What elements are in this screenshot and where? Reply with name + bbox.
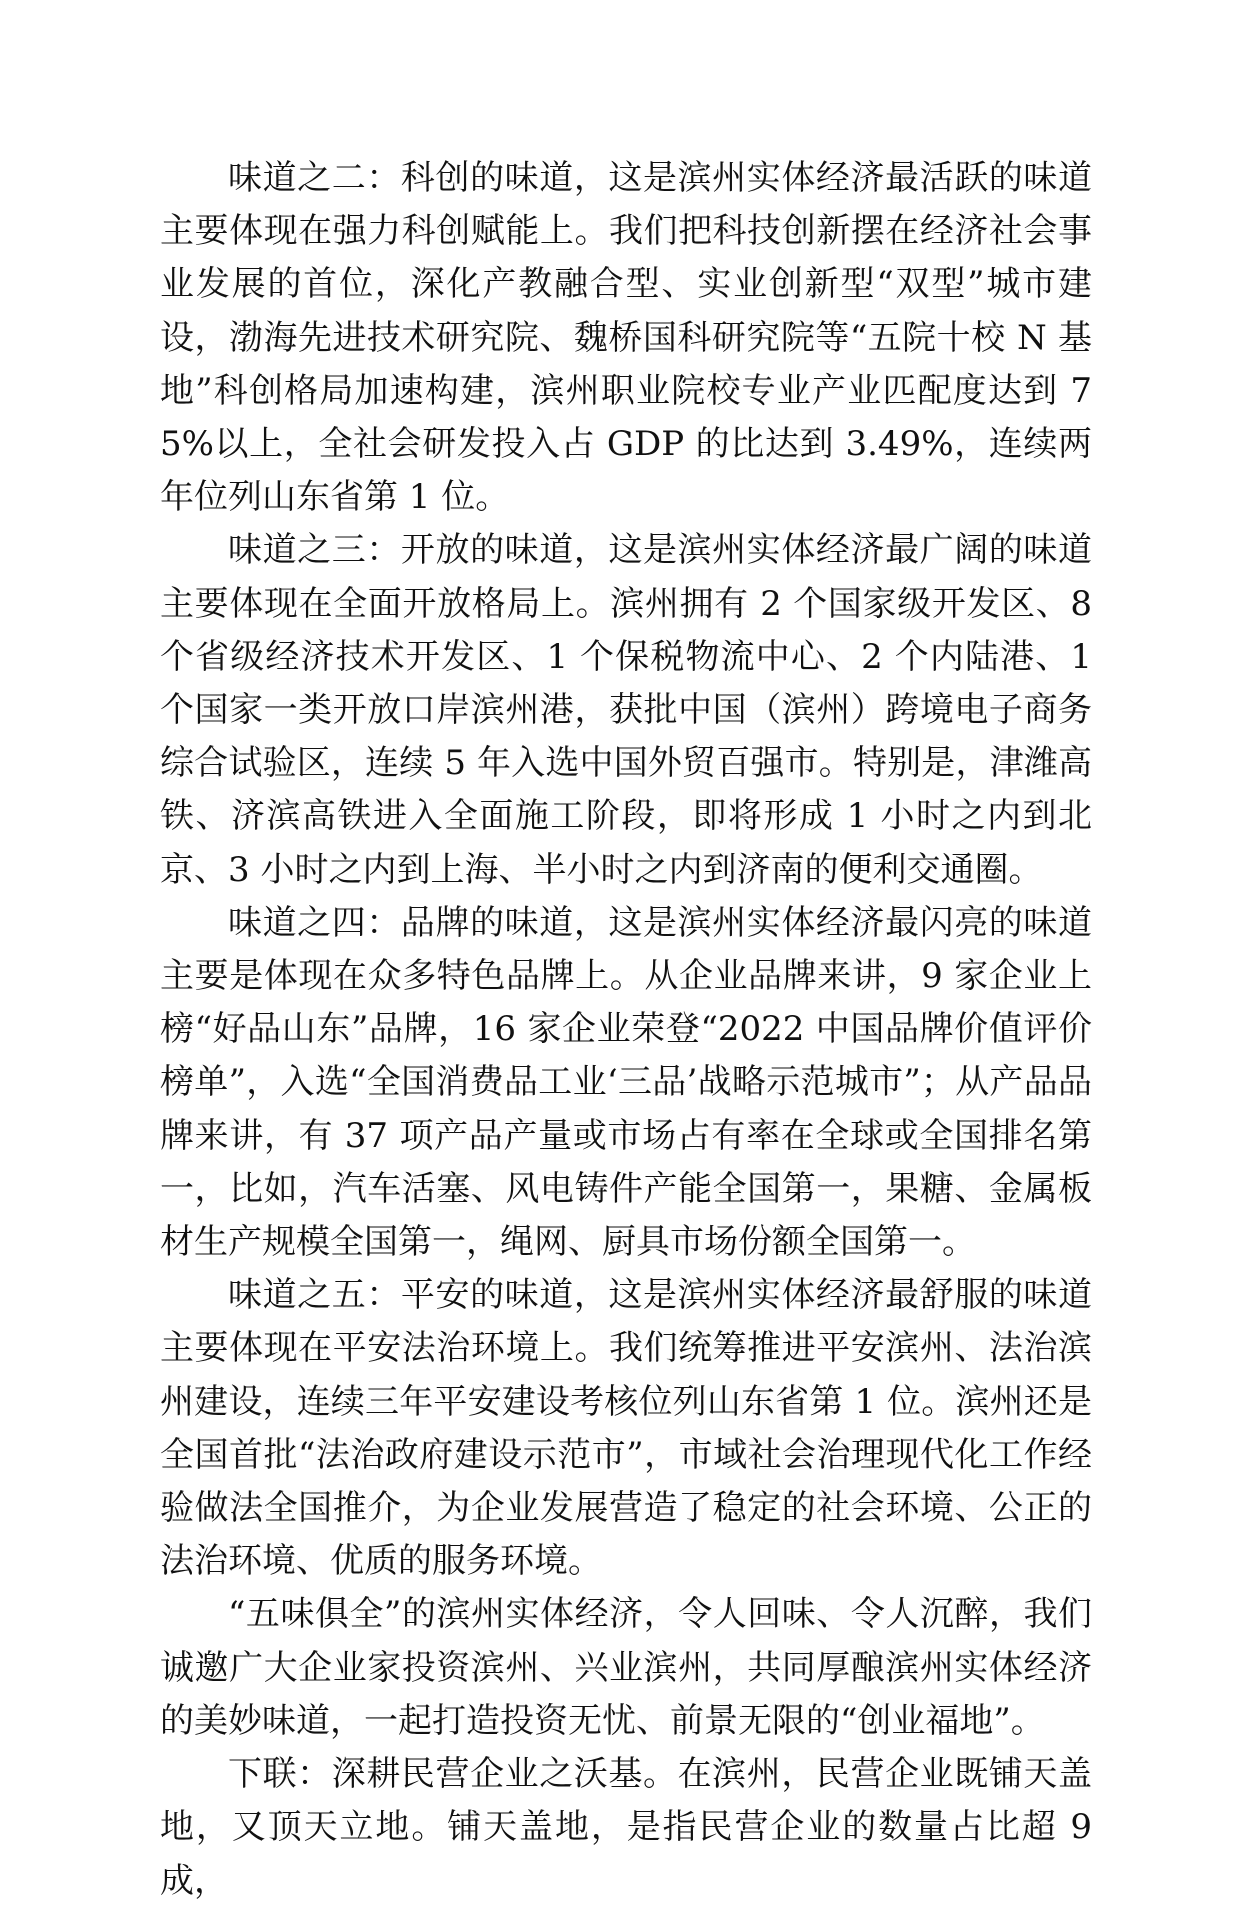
paragraph-brand: 味道之四：品牌的味道，这是滨州实体经济最闪亮的味道主要是体现在众多特色品牌上。从企业品牌来讲，9 家企业上榜“好品山东”品牌，16 家企业荣登“2022 中国品牌价值评价榜单”，入选“全国消费品工业‘三品’战略示范城市”；从产品品牌来讲，有 37 项产品产量或市场占有率在全球或全国排名第一，比如，汽车活塞、风电铸件产能全国第一，果糖、金属板材生产规模全国第一，绳网、厨具市场份额全国第一。 — [160, 902, 1092, 1263]
paragraph-private-enterprise: 下联：深耕民营企业之沃基。在滨州，民营企业既铺天盖地，又顶天立地。铺天盖地，是指民营企业的数量占比超 9 成， — [160, 1754, 1092, 1901]
paragraph-summary: “五味俱全”的滨州实体经济，令人回味、令人沉醉，我们诚邀广大企业家投资滨州、兴业滨州，共同厚酿滨州实体经济的美妙味道，一起打造投资无忧、前景无限的“创业福地”。 — [160, 1594, 1092, 1741]
document-body — [160, 152, 1092, 1908]
paragraph-innovation: 味道之二：科创的味道，这是滨州实体经济最活跃的味道主要体现在强力科创赋能上。我们把科技创新摆在经济社会事业发展的首位，深化产教融合型、实业创新型“双型”城市建设，渤海先进技术研究院、魏桥国科研究院等“五院十校 N 基地”科创格局加速构建，滨州职业院校专业产业匹配度达到 75%以上，全社会研发投入占 GDP 的比达到 3.49%，连续两年位列山东省第 1 位。 — [160, 158, 1092, 518]
paragraph-openness: 味道之三：开放的味道，这是滨州实体经济最广阔的味道主要体现在全面开放格局上。滨州拥有 2 个国家级开发区、8 个省级经济技术开发区、1 个保税物流中心、2 个内陆港、1 个国家一类开放口岸滨州港，获批中国（滨州）跨境电子商务综合试验区，连续 5 年入选中国外贸百强市。特别是，津潍高铁、济滨高铁进入全面施工阶段，即将形成 1 小时之内到北京、3 小时之内到上海、半小时之内到济南的便利交通圈。 — [160, 530, 1092, 890]
paragraph-safety: 味道之五：平安的味道，这是滨州实体经济最舒服的味道主要体现在平安法治环境上。我们统筹推进平安滨州、法治滨州建设，连续三年平安建设考核位列山东省第 1 位。滨州还是全国首批“法治政府建设示范市”，市域社会治理现代化工作经验做法全国推介，为企业发展营造了稳定的社会环境、公正的法治环境、优质的服务环境。 — [160, 1275, 1092, 1582]
